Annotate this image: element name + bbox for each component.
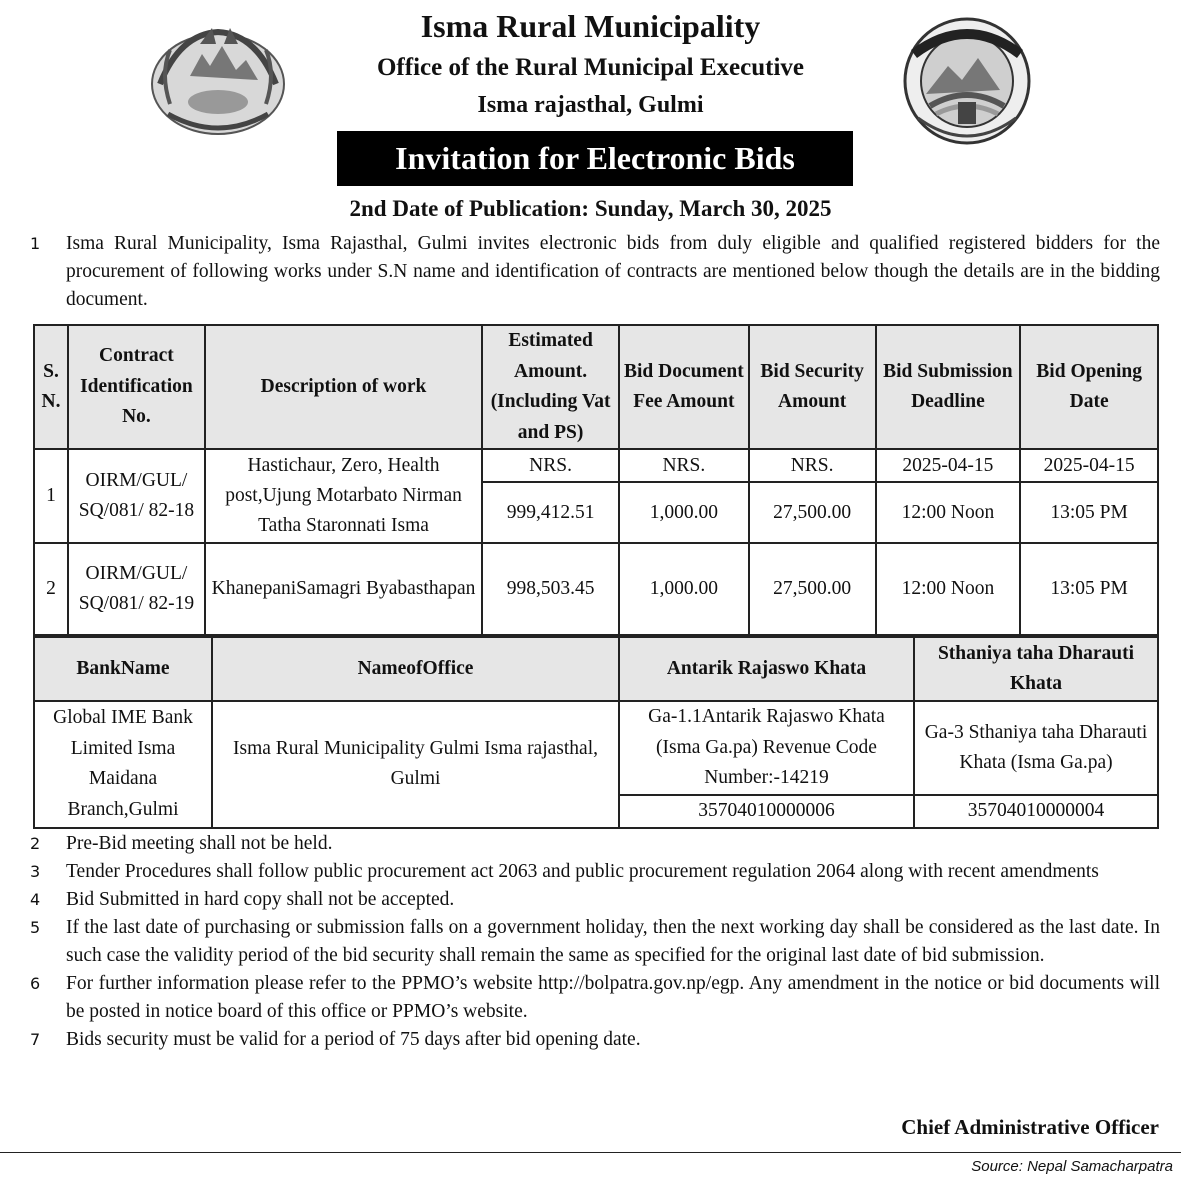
list-item <box>30 830 1160 858</box>
source-credit: Source: Nepal Samacharpatra <box>971 1158 1173 1175</box>
cell-sn: 1 <box>34 449 68 543</box>
notes-list <box>30 830 1160 1054</box>
municipality-name: Isma Rural Municipality <box>420 8 761 44</box>
item-number: 4 <box>30 890 41 909</box>
signatory-title: Chief Administrative Officer <box>901 1115 1159 1139</box>
cell-currency: NRS. <box>482 449 619 482</box>
cell-security: 27,500.00 <box>749 543 876 635</box>
list-item <box>30 914 1160 970</box>
office-name: Office of the Rural Municipal Executive <box>376 54 804 81</box>
cell-security: 27,500.00 <box>749 482 876 543</box>
list-item <box>30 886 1160 914</box>
cell-contract-id: OIRM/GUL/ SQ/081/ 82-19 <box>68 543 205 635</box>
bank-row <box>34 701 1158 795</box>
cell-doc-fee: 1,000.00 <box>619 482 749 543</box>
header-deadline: Bid Submission Deadline <box>876 325 1021 449</box>
cell-office-name: Isma Rural Municipality Gulmi Isma rajasthal, Gulmi <box>212 701 619 828</box>
cell-antarik: Ga-1.1Antarik Rajaswo Khata (Isma Ga.pa) Revenue Code Number:-14219 <box>619 701 914 795</box>
header-bank-name: BankName <box>34 637 212 701</box>
cell-currency: NRS. <box>619 449 749 482</box>
header-sthaniya: Sthaniya taha Dharauti Khata <box>914 637 1158 701</box>
intro-paragraph <box>30 230 1160 314</box>
notice-title-banner: Invitation for Electronic Bids <box>337 131 853 186</box>
cell-deadline: 12:00 Noon <box>876 482 1021 543</box>
header-opening: Bid Opening Date <box>1020 325 1158 449</box>
cell-description: Hastichaur, Zero, Health post,Ujung Motarbato Nirman Tatha Staronnati Isma <box>205 449 482 543</box>
header-doc-fee: Bid Document Fee Amount <box>619 325 749 449</box>
cell-estimated: 999,412.51 <box>482 482 619 543</box>
cell-contract-id: OIRM/GUL/ SQ/081/ 82-18 <box>68 449 205 543</box>
header-antarik: Antarik Rajaswo Khata <box>619 637 914 701</box>
item-number: 2 <box>30 834 41 853</box>
item-number: 7 <box>30 1030 41 1049</box>
item-text: Bid Submitted in hard copy shall not be accepted. <box>66 889 455 910</box>
item-text: If the last date of purchasing or submission falls on a government holiday, then the next working day shall be considered as the last date. In such case the validity period of the bid security shall remain the same as specified for the original last date of bid submission. <box>66 917 1160 966</box>
list-item <box>30 858 1160 886</box>
item-text: Pre-Bid meeting shall not be held. <box>66 833 333 854</box>
table-row <box>34 449 1158 482</box>
header-office-name: NameofOffice <box>212 637 619 701</box>
cell-bank-name: Global IME Bank Limited Isma Maidana Branch,Gulmi <box>34 701 212 828</box>
cell-sthaniya: Ga-3 Sthaniya taha Dharauti Khata (Isma Ga.pa) <box>914 701 1158 795</box>
cell-opening-date: 2025-04-15 <box>1020 449 1158 482</box>
bank-table <box>33 636 1159 829</box>
item-number: 3 <box>30 862 41 881</box>
intro-text: Isma Rural Municipality, Isma Rajasthal, Gulmi invites electronic bids from duly eligible and qualified registered bidders for the procurement of following works under S.N name and identification of contracts are mentioned below though the details are in the bidding document. <box>66 233 1160 310</box>
cell-deadline-date: 2025-04-15 <box>876 449 1021 482</box>
contract-table <box>33 324 1159 636</box>
item-text: For further information please refer to the PPMO’s website http://bolpatra.gov.np/egp. Any amendment in the notice or bid documents will be posted in notice board of this office or PPMO’s website. <box>66 973 1160 1022</box>
cell-estimated: 998,503.45 <box>482 543 619 635</box>
table-header-row <box>34 325 1158 449</box>
cell-currency: NRS. <box>749 449 876 482</box>
bank-header-row <box>34 637 1158 701</box>
item-number: 6 <box>30 974 41 993</box>
list-item <box>30 1026 1160 1054</box>
cell-sn: 2 <box>34 543 68 635</box>
header-sn: S. N. <box>34 325 68 449</box>
cell-opening: 13:05 PM <box>1020 482 1158 543</box>
header-contract-id: Contract Identification No. <box>68 325 205 449</box>
header-description: Description of work <box>205 325 482 449</box>
header-security: Bid Security Amount <box>749 325 876 449</box>
header-estimated: Estimated Amount. (Including Vat and PS) <box>482 325 619 449</box>
list-item <box>30 970 1160 1026</box>
item-number: 5 <box>30 918 41 937</box>
item-text: Tender Procedures shall follow public procurement act 2063 and public procurement regulation 2064 along with recent amendments <box>66 861 1099 882</box>
cell-deadline: 12:00 Noon <box>876 543 1021 635</box>
table-row <box>34 543 1158 635</box>
cell-description: KhanepaniSamagri Byabasthapan <box>205 543 482 635</box>
office-address: Isma rajasthal, Gulmi <box>477 92 704 118</box>
publication-date: 2nd Date of Publication: Sunday, March 30, 2025 <box>349 196 832 221</box>
notice-header <box>0 0 1181 221</box>
item-number: 1 <box>30 234 41 253</box>
cell-antarik-number: 35704010000006 <box>619 795 914 828</box>
cell-doc-fee: 1,000.00 <box>619 543 749 635</box>
divider <box>0 1152 1181 1153</box>
cell-sthaniya-number: 35704010000004 <box>914 795 1158 828</box>
cell-opening: 13:05 PM <box>1020 543 1158 635</box>
item-text: Bids security must be valid for a period of 75 days after bid opening date. <box>66 1029 641 1050</box>
